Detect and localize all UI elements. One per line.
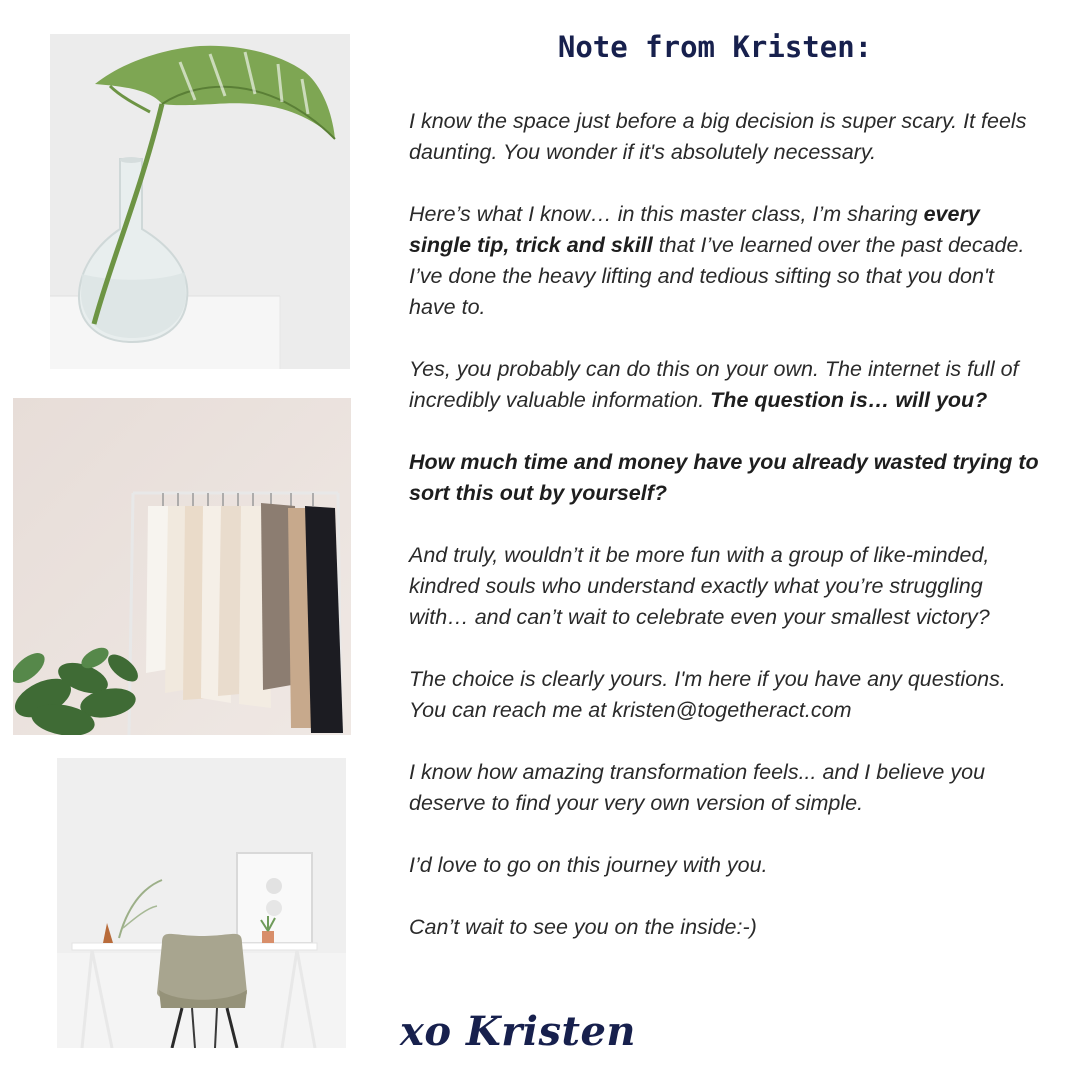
desk-chair-photo	[57, 758, 346, 1048]
paragraph-what-i-know: Here’s what I know… in this master class, I’m sharing every single tip, trick and skill that I’ve learned over the past decade. I’ve done the heavy lifting and tedious sifting so that you don't have to.	[409, 202, 1025, 319]
paragraph-journey: I’d love to go on this journey with you.	[409, 853, 768, 877]
paragraph-choice: The choice is clearly yours. I'm here if you have any questions. You can reach me at kristen@togetheract.com	[409, 667, 1006, 722]
clothing-rack-photo	[13, 398, 351, 735]
paragraph-group: And truly, wouldn’t it be more fun with a group of like-minded, kindred souls who understand exactly what you’re struggling with… and can’t wait to celebrate even your smallest victory?	[409, 543, 990, 629]
paragraph-see-you: Can’t wait to see you on the inside:-)	[409, 915, 757, 939]
paragraph-intro: I know the space just before a big decision is super scary. It feels daunting. You wonder if it's absolutely necessary.	[409, 109, 1027, 164]
paragraph-time-money: How much time and money have you already wasted trying to sort this out by yourself?	[409, 450, 1039, 505]
paragraph-on-your-own: Yes, you probably can do this on your own. The internet is full of incredibly valuable information. The question is… will you?	[409, 357, 1019, 412]
note-body	[409, 106, 1039, 974]
page-title: Note from Kristen:	[557, 30, 873, 64]
signature: xo Kristen	[400, 1008, 637, 1055]
monstera-vase-photo	[50, 34, 350, 369]
paragraph-transformation: I know how amazing transformation feels... and I believe you deserve to find your very own version of simple.	[409, 760, 986, 815]
